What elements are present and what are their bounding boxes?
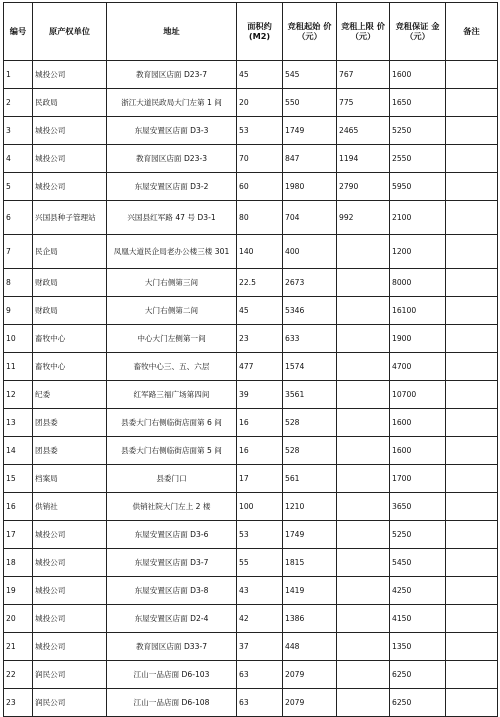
table-row — [4, 409, 498, 437]
cell-limit-price — [337, 381, 390, 409]
cell-note — [446, 437, 498, 465]
cell-area: 39 — [237, 381, 283, 409]
cell-start-price: 528 — [283, 437, 337, 465]
cell-note — [446, 117, 498, 145]
table-body — [4, 61, 498, 717]
cell-area: 45 — [237, 61, 283, 89]
cell-no: 21 — [4, 633, 33, 661]
cell-note — [446, 235, 498, 269]
cell-unit: 润民公司 — [33, 689, 107, 717]
cell-start-price: 1749 — [283, 521, 337, 549]
cell-limit-price — [337, 661, 390, 689]
cell-unit: 兴国县种子管理站 — [33, 201, 107, 235]
cell-address: 江山一品店面 D6-108 — [107, 689, 237, 717]
table-row — [4, 437, 498, 465]
cell-area: 60 — [237, 173, 283, 201]
table-row — [4, 145, 498, 173]
cell-start-price: 847 — [283, 145, 337, 173]
cell-no: 23 — [4, 689, 33, 717]
cell-unit: 团县委 — [33, 437, 107, 465]
cell-start-price: 400 — [283, 235, 337, 269]
cell-no: 17 — [4, 521, 33, 549]
cell-start-price: 2079 — [283, 689, 337, 717]
cell-unit: 财政局 — [33, 297, 107, 325]
cell-area: 22.5 — [237, 269, 283, 297]
table-row — [4, 173, 498, 201]
cell-deposit: 5950 — [390, 173, 446, 201]
cell-unit: 民政局 — [33, 89, 107, 117]
cell-address: 东屋安置区店面 D3-6 — [107, 521, 237, 549]
header-deposit: 竞租保证 金（元） — [390, 3, 446, 61]
cell-note — [446, 381, 498, 409]
cell-address: 红军路三福广场第四间 — [107, 381, 237, 409]
cell-address: 东屋安置区店面 D3-7 — [107, 549, 237, 577]
cell-note — [446, 89, 498, 117]
cell-area: 63 — [237, 661, 283, 689]
cell-limit-price — [337, 493, 390, 521]
cell-limit-price — [337, 437, 390, 465]
cell-unit: 团县委 — [33, 409, 107, 437]
header-row — [4, 3, 498, 61]
cell-address: 县委大门右侧临街店面第 6 间 — [107, 409, 237, 437]
cell-note — [446, 269, 498, 297]
cell-address: 大门右侧第三间 — [107, 269, 237, 297]
cell-area: 80 — [237, 201, 283, 235]
table-row — [4, 381, 498, 409]
cell-area: 45 — [237, 297, 283, 325]
cell-limit-price — [337, 605, 390, 633]
cell-unit: 城投公司 — [33, 577, 107, 605]
table-row — [4, 493, 498, 521]
cell-unit: 城投公司 — [33, 633, 107, 661]
cell-address: 教育园区店面 D23-3 — [107, 145, 237, 173]
header-unit: 原产权单位 — [33, 3, 107, 61]
cell-address: 东屋安置区店面 D3-3 — [107, 117, 237, 145]
cell-unit: 档案局 — [33, 465, 107, 493]
cell-note — [446, 605, 498, 633]
header-limit-price: 竞租上限 价（元） — [337, 3, 390, 61]
cell-note — [446, 661, 498, 689]
cell-no: 8 — [4, 269, 33, 297]
cell-limit-price — [337, 235, 390, 269]
cell-note — [446, 689, 498, 717]
cell-limit-price — [337, 269, 390, 297]
table-row — [4, 661, 498, 689]
cell-address: 东屋安置区店面 D3-2 — [107, 173, 237, 201]
table-row — [4, 201, 498, 235]
cell-limit-price — [337, 549, 390, 577]
cell-deposit: 16100 — [390, 297, 446, 325]
cell-limit-price: 767 — [337, 61, 390, 89]
header-start-price: 竞租起始 价（元） — [283, 3, 337, 61]
cell-deposit: 1600 — [390, 61, 446, 89]
cell-unit: 畜牧中心 — [33, 325, 107, 353]
cell-start-price: 550 — [283, 89, 337, 117]
cell-no: 2 — [4, 89, 33, 117]
cell-deposit: 4150 — [390, 605, 446, 633]
cell-unit: 民企局 — [33, 235, 107, 269]
cell-area: 17 — [237, 465, 283, 493]
cell-no: 3 — [4, 117, 33, 145]
cell-address: 东屋安置区店面 D2-4 — [107, 605, 237, 633]
cell-area: 100 — [237, 493, 283, 521]
cell-area: 16 — [237, 437, 283, 465]
cell-deposit: 1350 — [390, 633, 446, 661]
cell-no: 16 — [4, 493, 33, 521]
cell-address: 畜牧中心三、五、六层 — [107, 353, 237, 381]
cell-start-price: 1574 — [283, 353, 337, 381]
table-row — [4, 353, 498, 381]
cell-no: 6 — [4, 201, 33, 235]
cell-unit: 畜牧中心 — [33, 353, 107, 381]
cell-start-price: 561 — [283, 465, 337, 493]
cell-deposit: 4700 — [390, 353, 446, 381]
cell-start-price: 1210 — [283, 493, 337, 521]
cell-limit-price: 1194 — [337, 145, 390, 173]
cell-note — [446, 577, 498, 605]
cell-no: 5 — [4, 173, 33, 201]
cell-address: 中心大门左侧第一间 — [107, 325, 237, 353]
cell-area: 477 — [237, 353, 283, 381]
table-row — [4, 117, 498, 145]
cell-address: 兴国县红军路 47 号 D3-1 — [107, 201, 237, 235]
cell-unit: 城投公司 — [33, 521, 107, 549]
table-row — [4, 521, 498, 549]
header-no: 编号 — [4, 3, 33, 61]
cell-area: 20 — [237, 89, 283, 117]
cell-start-price: 5346 — [283, 297, 337, 325]
cell-address: 教育园区店面 D33-7 — [107, 633, 237, 661]
cell-unit: 城投公司 — [33, 549, 107, 577]
cell-deposit: 6250 — [390, 661, 446, 689]
cell-limit-price — [337, 465, 390, 493]
cell-note — [446, 409, 498, 437]
cell-note — [446, 493, 498, 521]
rental-table — [3, 2, 498, 717]
cell-unit: 城投公司 — [33, 117, 107, 145]
cell-no: 13 — [4, 409, 33, 437]
cell-no: 19 — [4, 577, 33, 605]
cell-no: 7 — [4, 235, 33, 269]
cell-area: 43 — [237, 577, 283, 605]
cell-start-price: 704 — [283, 201, 337, 235]
cell-area: 55 — [237, 549, 283, 577]
cell-deposit: 1900 — [390, 325, 446, 353]
cell-limit-price: 775 — [337, 89, 390, 117]
table-row — [4, 465, 498, 493]
cell-no: 9 — [4, 297, 33, 325]
cell-deposit: 2550 — [390, 145, 446, 173]
cell-limit-price: 2790 — [337, 173, 390, 201]
cell-unit: 城投公司 — [33, 145, 107, 173]
cell-note — [446, 297, 498, 325]
cell-deposit: 1600 — [390, 409, 446, 437]
header-area: 面积约 (M2) — [237, 3, 283, 61]
cell-limit-price — [337, 297, 390, 325]
cell-limit-price — [337, 409, 390, 437]
cell-no: 15 — [4, 465, 33, 493]
cell-no: 4 — [4, 145, 33, 173]
table-row — [4, 89, 498, 117]
cell-start-price: 2673 — [283, 269, 337, 297]
cell-limit-price — [337, 521, 390, 549]
cell-unit: 财政局 — [33, 269, 107, 297]
cell-area: 16 — [237, 409, 283, 437]
cell-no: 20 — [4, 605, 33, 633]
cell-deposit: 10700 — [390, 381, 446, 409]
cell-start-price: 3561 — [283, 381, 337, 409]
table-row — [4, 297, 498, 325]
header-note: 备注 — [446, 3, 498, 61]
table-row — [4, 269, 498, 297]
cell-start-price: 1386 — [283, 605, 337, 633]
cell-start-price: 1980 — [283, 173, 337, 201]
cell-unit: 供销社 — [33, 493, 107, 521]
cell-start-price: 448 — [283, 633, 337, 661]
cell-area: 53 — [237, 117, 283, 145]
cell-address: 凤凰大道民企局老办公楼三楼 301 — [107, 235, 237, 269]
cell-deposit: 5250 — [390, 117, 446, 145]
cell-area: 53 — [237, 521, 283, 549]
cell-address: 县委门口 — [107, 465, 237, 493]
cell-address: 供销社院大门左上 2 楼 — [107, 493, 237, 521]
cell-address: 教育园区店面 D23-7 — [107, 61, 237, 89]
cell-deposit: 1650 — [390, 89, 446, 117]
table-row — [4, 61, 498, 89]
cell-area: 37 — [237, 633, 283, 661]
cell-no: 14 — [4, 437, 33, 465]
cell-unit: 城投公司 — [33, 605, 107, 633]
cell-unit: 城投公司 — [33, 61, 107, 89]
cell-deposit: 6250 — [390, 689, 446, 717]
cell-deposit: 1600 — [390, 437, 446, 465]
cell-deposit: 2100 — [390, 201, 446, 235]
table-row — [4, 325, 498, 353]
cell-limit-price — [337, 325, 390, 353]
cell-note — [446, 145, 498, 173]
cell-area: 140 — [237, 235, 283, 269]
cell-deposit: 4250 — [390, 577, 446, 605]
cell-deposit: 3650 — [390, 493, 446, 521]
cell-no: 12 — [4, 381, 33, 409]
cell-no: 18 — [4, 549, 33, 577]
cell-limit-price: 992 — [337, 201, 390, 235]
cell-limit-price — [337, 689, 390, 717]
cell-limit-price — [337, 353, 390, 381]
cell-note — [446, 521, 498, 549]
table-row — [4, 605, 498, 633]
cell-deposit: 1700 — [390, 465, 446, 493]
cell-start-price: 633 — [283, 325, 337, 353]
table-row — [4, 689, 498, 717]
cell-start-price: 1749 — [283, 117, 337, 145]
cell-note — [446, 201, 498, 235]
cell-unit: 润民公司 — [33, 661, 107, 689]
cell-note — [446, 61, 498, 89]
cell-note — [446, 549, 498, 577]
cell-area: 23 — [237, 325, 283, 353]
cell-note — [446, 353, 498, 381]
cell-deposit: 5250 — [390, 521, 446, 549]
cell-deposit: 8000 — [390, 269, 446, 297]
table-row — [4, 633, 498, 661]
cell-no: 10 — [4, 325, 33, 353]
cell-limit-price — [337, 577, 390, 605]
table-row — [4, 549, 498, 577]
cell-area: 70 — [237, 145, 283, 173]
cell-note — [446, 465, 498, 493]
cell-address: 浙江大道民政局大门左第 1 间 — [107, 89, 237, 117]
cell-address: 县委大门右侧临街店面第 5 间 — [107, 437, 237, 465]
cell-start-price: 545 — [283, 61, 337, 89]
cell-deposit: 5450 — [390, 549, 446, 577]
cell-area: 42 — [237, 605, 283, 633]
cell-no: 11 — [4, 353, 33, 381]
cell-note — [446, 633, 498, 661]
cell-start-price: 1815 — [283, 549, 337, 577]
cell-no: 22 — [4, 661, 33, 689]
cell-unit: 纪委 — [33, 381, 107, 409]
cell-deposit: 1200 — [390, 235, 446, 269]
table-row — [4, 235, 498, 269]
cell-no: 1 — [4, 61, 33, 89]
cell-address: 江山一品店面 D6-103 — [107, 661, 237, 689]
cell-start-price: 2079 — [283, 661, 337, 689]
cell-start-price: 1419 — [283, 577, 337, 605]
cell-limit-price — [337, 633, 390, 661]
cell-address: 东屋安置区店面 D3-8 — [107, 577, 237, 605]
cell-note — [446, 173, 498, 201]
cell-note — [446, 325, 498, 353]
cell-limit-price: 2465 — [337, 117, 390, 145]
cell-area: 63 — [237, 689, 283, 717]
cell-unit: 城投公司 — [33, 173, 107, 201]
cell-address: 大门右侧第二间 — [107, 297, 237, 325]
header-address: 地址 — [107, 3, 237, 61]
table-row — [4, 577, 498, 605]
cell-start-price: 528 — [283, 409, 337, 437]
